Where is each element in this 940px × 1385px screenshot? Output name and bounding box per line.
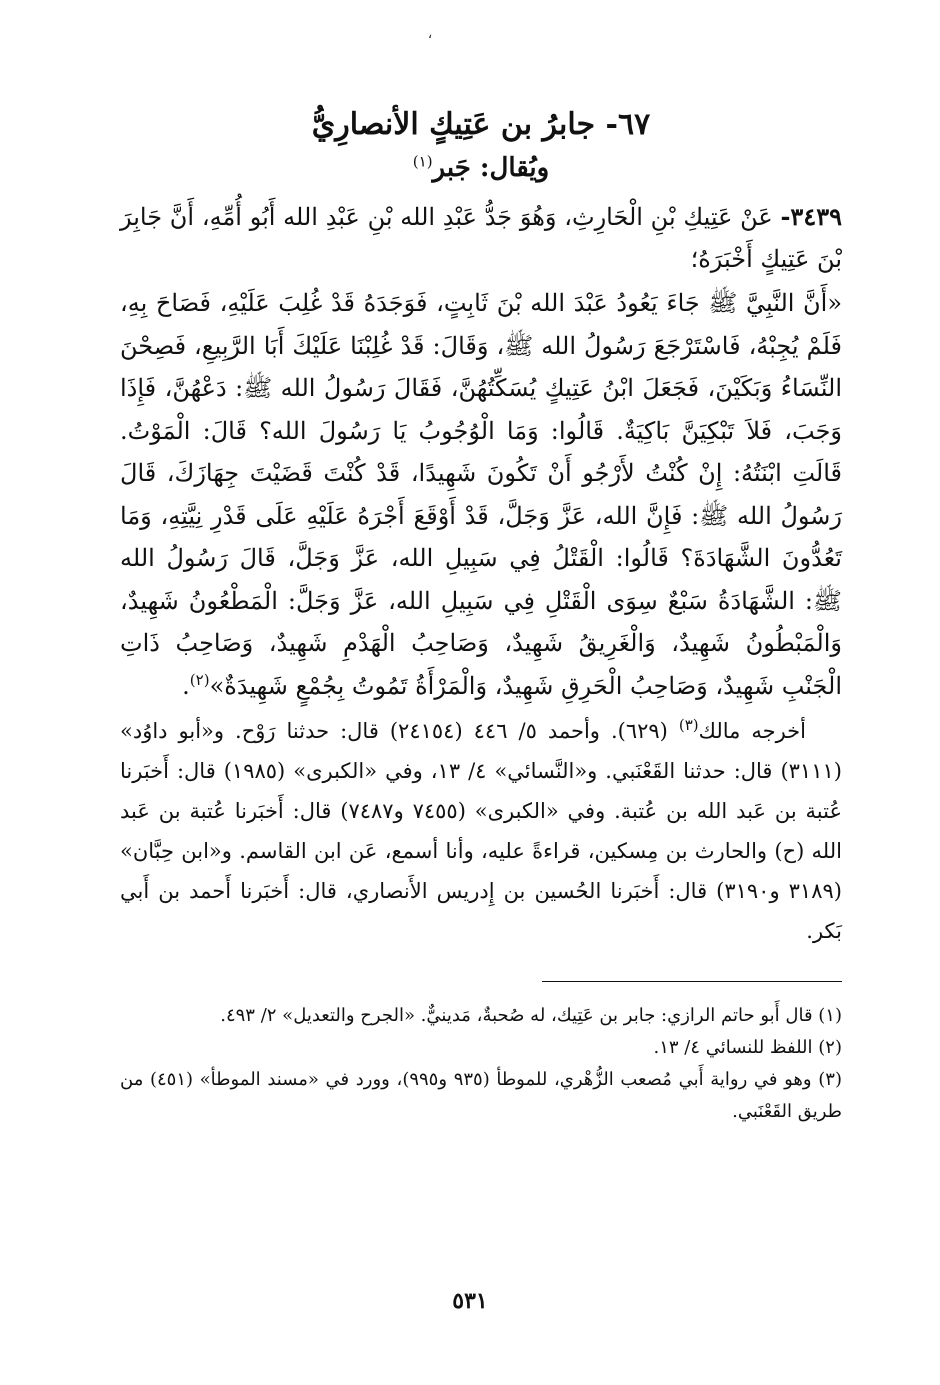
footnote-ref-3: (٣) [678,716,699,734]
hadith-isnad [120,196,842,280]
hadith-takhrij [120,711,842,951]
hadith-matn-text: «أَنَّ النَّبِيَّ ﷺ جَاءَ يَعُودُ عَبْدَ الله بْنَ ثَابِتٍ، فَوَجَدَهُ قَدْ غُلِبَ عَلَيْهِ، فَصَاحَ بِهِ، فَلَمْ يُجِبْهُ، فَاسْتَرْجَعَ رَسُولُ الله ﷺ، وَقَالَ: قَدْ غُلِبْنَا عَلَيْكَ أَبَا الرَّبِيعِ، فَصِحْنَ النِّسَاءُ وَبَكَيْنَ، فَجَعَلَ ابْنُ عَتِيكٍ يُسَكِّتُهُنَّ، فَقَالَ رَسُولُ الله ﷺ: دَعْهُنَّ، فَإِذَا وَجَبَ، فَلاَ تَبْكِيَنَّ بَاكِيَةٌ. قَالُوا: وَمَا الْوُجُوبُ يَا رَسُولَ الله؟ قَالَ: الْمَوْتُ. قَالَتِ ابْنَتُهُ: إِنْ كُنْتُ لأَرْجُو أَنْ تَكُونَ شَهِيدًا، قَدْ كُنْتَ قَضَيْتَ جِهَازَكَ، قَالَ رَسُولُ الله ﷺ: فَإِنَّ الله، عَزَّ وَجَلَّ، قَدْ أَوْقَعَ أَجْرَهُ عَلَيْهِ عَلَى قَدْرِ نِيَّتِهِ، وَمَا تَعُدُّونَ الشَّهَادَةَ؟ قَالُوا: الْقَتْلُ فِي سَبِيلِ الله، عَزَّ وَجَلَّ، قَالَ رَسُولُ الله ﷺ: الشَّهَادَةُ سَبْعٌ سِوَى الْقَتْلِ فِي سَبِيلِ الله، عَزَّ وَجَلَّ: الْمَطْعُونُ شَهِيدٌ، وَالْمَبْطُونُ شَهِيدٌ، وَالْغَرِيقُ شَهِيدٌ، وَصَاحِبُ الْهَدْمِ شَهِيدٌ، وَصَاحِبُ ذَاتِ الْجَنْبِ شَهِيدٌ، وَصَاحِبُ الْحَرِقِ شَهِيدٌ، وَالْمَرْأَةُ تَمُوتُ بِجُمْعٍ شَهِيدَةٌ» [120,289,842,700]
page-number: ٥٣١ [452,1288,488,1314]
footnote-1: (١) قال أَبو حاتم الرازي: جابر بن عَتِيك، له صُحبةٌ، مَدينيٌّ. «الجرح والتعديل» ٢/ ٤٩٣. [220,1005,842,1026]
footnote-3: (٣) وهو في رواية أَبي مُصعب الزُّهْري، للموطأ (٩٣٥ و٩٩٥)، وورد في «مسند الموطأ» (٤٥١) من طريق القَعْنَبي. [120,1069,842,1122]
page-top-mark: ، [427,26,433,42]
takhrij-lead: أخرجه مالك [698,719,806,743]
footnote-ref-1: (١) [412,152,433,171]
hadith-matn-end: . [182,671,190,700]
footnotes-list [120,1000,842,1128]
page-body [120,80,842,1128]
hadith-matn [120,282,842,707]
chapter-title: ٦٧- جابرُ بن عَتِيكٍ الأنصارِيُّ [311,107,651,142]
footnote-ref-2: (٢) [189,670,210,689]
footnote-separator [542,981,842,982]
footnote-2: (٢) اللفظ للنسائي ٤/ ١٣. [653,1037,842,1058]
hadith-number: ٣٤٣٩- [780,202,842,231]
chapter-subtitle-text: ويُقال: جَبر [432,153,550,183]
chapter-subtitle [120,148,842,188]
hadith-isnad-text: عَنْ عَتِيكِ بْنِ الْحَارِثِ، وَهُوَ جَدُّ عَبْدِ الله بْنِ عَبْدِ الله أَبُو أُمِّهِ، أَنَّ جَابِرَ بْنَ عَتِيكٍ أَخْبَرَهُ؛ [120,203,842,273]
takhrij-text: (٦٢٩). وأحمد ٥/ ٤٤٦ (٢٤١٥٤) قال: حدثنا رَوْح. و«أبو داوُد» (٣١١١) قال: حدثنا القَعْنَبي. و«النَّسائي» ٤/ ١٣، وفي «الكبرى» (١٩٨٥) قال: أَخبَرنا عُتبة بن عَبد الله بن عُتبة. وفي «الكبرى» (٧٤٥٥ و٧٤٨٧) قال: أَخبَرنا عُتبة بن عَبد الله (ح) والحارث بن مِسكين، قراءةً عليه، وأنا أسمع، عَن ابن القاسم. و«ابن حِبَّان» (٣١٨٩ و٣١٩٠) قال: أَخبَرنا الحُسين بن إِدريس الأَنصاري، قال: أَخبَرنا أَحمد بن أَبي بَكر. [120,719,842,943]
